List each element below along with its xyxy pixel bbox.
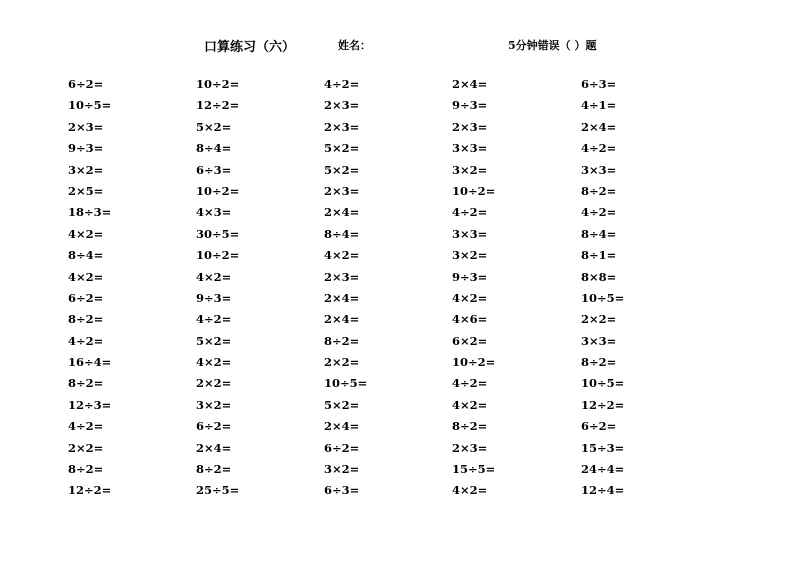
math-problem: 2×2= [581, 312, 617, 327]
math-problem: 8÷2= [452, 419, 488, 434]
math-problem: 24÷4= [581, 462, 625, 477]
math-problem: 10÷2= [452, 355, 496, 370]
math-problem: 8÷4= [581, 226, 617, 241]
math-problem: 2×4= [452, 77, 488, 91]
math-problem: 6÷2= [68, 77, 104, 91]
math-problem: 10÷5= [581, 376, 625, 391]
math-problem: 10÷2= [196, 77, 240, 91]
math-problem: 4÷2= [452, 205, 488, 220]
math-problem: 2×3= [324, 269, 360, 284]
math-problem: 4÷2= [581, 141, 617, 156]
math-problem: 6÷3= [196, 162, 232, 177]
math-problem: 8÷4= [324, 226, 360, 241]
math-problem: 4×2= [324, 248, 360, 263]
math-problem: 2×4= [324, 419, 360, 434]
math-problem: 10÷5= [68, 98, 112, 113]
name-label: 姓名： [338, 39, 371, 52]
math-problem: 2×3= [452, 119, 488, 134]
math-problem: 4÷2= [68, 419, 104, 434]
math-problem: 2×3= [68, 119, 104, 134]
math-problem: 3×3= [581, 333, 617, 348]
math-problem: 3×2= [196, 397, 232, 412]
problem-column-2 [196, 74, 306, 502]
math-problem: 5×2= [324, 141, 360, 156]
math-problem: 2×2= [68, 440, 104, 455]
math-problem: 2×4= [196, 440, 232, 455]
math-problem: 12÷2= [196, 98, 240, 113]
math-problem: 30÷5= [196, 226, 240, 241]
math-problem: 8÷2= [68, 462, 104, 477]
math-problem: 5×2= [324, 162, 360, 177]
math-problem: 6÷2= [196, 419, 232, 434]
math-problem: 6×2= [452, 333, 488, 348]
math-problem: 4×2= [68, 226, 104, 241]
math-problem: 4×2= [196, 269, 232, 284]
math-problem: 3×3= [581, 162, 617, 177]
math-problem: 5×2= [324, 397, 360, 412]
math-problem: 3×2= [452, 248, 488, 263]
math-problem: 16÷4= [68, 355, 112, 370]
math-problem: 10÷2= [196, 248, 240, 263]
problem-column-3 [324, 74, 434, 502]
math-problem: 2×3= [452, 440, 488, 455]
worksheet-header [0, 36, 794, 56]
math-problem: 9÷3= [196, 290, 232, 305]
math-problem: 5×2= [196, 333, 232, 348]
math-problem: 2×5= [68, 183, 104, 198]
math-problem: 2×3= [324, 119, 360, 134]
math-problem: 4÷2= [324, 77, 360, 91]
math-problem: 25÷5= [196, 483, 240, 498]
math-problem: 12÷2= [68, 483, 112, 498]
math-problem: 2×3= [324, 183, 360, 198]
math-problem: 10÷5= [324, 376, 368, 391]
math-problem: 4×2= [452, 397, 488, 412]
math-problem: 8÷4= [68, 248, 104, 263]
math-problem: 8÷2= [68, 376, 104, 391]
worksheet-title: 口算练习（六） [204, 40, 296, 55]
problem-column-1 [68, 74, 178, 502]
math-problem: 3×3= [452, 141, 488, 156]
math-problem: 8÷2= [324, 333, 360, 348]
math-problem: 2×4= [324, 290, 360, 305]
math-problem: 10÷5= [581, 290, 625, 305]
math-problem: 4×2= [68, 269, 104, 284]
problem-column-4 [452, 74, 562, 502]
math-problem: 4×2= [452, 290, 488, 305]
math-problem: 3×2= [452, 162, 488, 177]
math-problem: 2×2= [324, 355, 360, 370]
math-problem: 6÷3= [581, 77, 617, 91]
math-problem: 8÷2= [581, 355, 617, 370]
math-problem: 8÷1= [581, 248, 617, 263]
math-problem: 12÷3= [68, 397, 112, 412]
math-problem: 5×2= [196, 119, 232, 134]
errors-label: 5分钟错误（ ）题 [508, 39, 597, 52]
math-problem: 12÷4= [581, 483, 625, 498]
math-problem: 18÷3= [68, 205, 112, 220]
math-problem: 6÷2= [581, 419, 617, 434]
math-problem: 8÷2= [68, 312, 104, 327]
math-problem: 6÷2= [68, 290, 104, 305]
math-problem: 4×3= [196, 205, 232, 220]
math-problem: 3×2= [324, 462, 360, 477]
math-problem: 8÷2= [581, 183, 617, 198]
math-problem: 4÷2= [68, 333, 104, 348]
problem-column-5 [581, 74, 691, 502]
math-problem: 10÷2= [196, 183, 240, 198]
math-problem: 8÷4= [196, 141, 232, 156]
math-problem: 10÷2= [452, 183, 496, 198]
math-problem: 15÷5= [452, 462, 496, 477]
math-problem: 4×6= [452, 312, 488, 327]
math-problem: 4×2= [196, 355, 232, 370]
math-problem: 2×4= [324, 205, 360, 220]
math-problem: 6÷3= [324, 483, 360, 498]
math-problem: 2×3= [324, 98, 360, 113]
math-problem: 9÷3= [452, 98, 488, 113]
math-problem: 4÷2= [452, 376, 488, 391]
math-problem: 4÷2= [581, 205, 617, 220]
math-problem: 2×2= [196, 376, 232, 391]
math-problem: 15÷3= [581, 440, 625, 455]
math-problem: 4÷2= [196, 312, 232, 327]
math-problem: 2×4= [324, 312, 360, 327]
math-problem: 2×4= [581, 119, 617, 134]
math-problem: 9÷3= [452, 269, 488, 284]
math-problem: 4÷1= [581, 98, 617, 113]
math-problem: 8÷2= [196, 462, 232, 477]
math-problem: 3×2= [68, 162, 104, 177]
math-problem: 8×8= [581, 269, 617, 284]
math-problem: 6÷2= [324, 440, 360, 455]
math-problem: 9÷3= [68, 141, 104, 156]
math-problem: 12÷2= [581, 397, 625, 412]
math-problem: 3×3= [452, 226, 488, 241]
math-problem: 4×2= [452, 483, 488, 498]
